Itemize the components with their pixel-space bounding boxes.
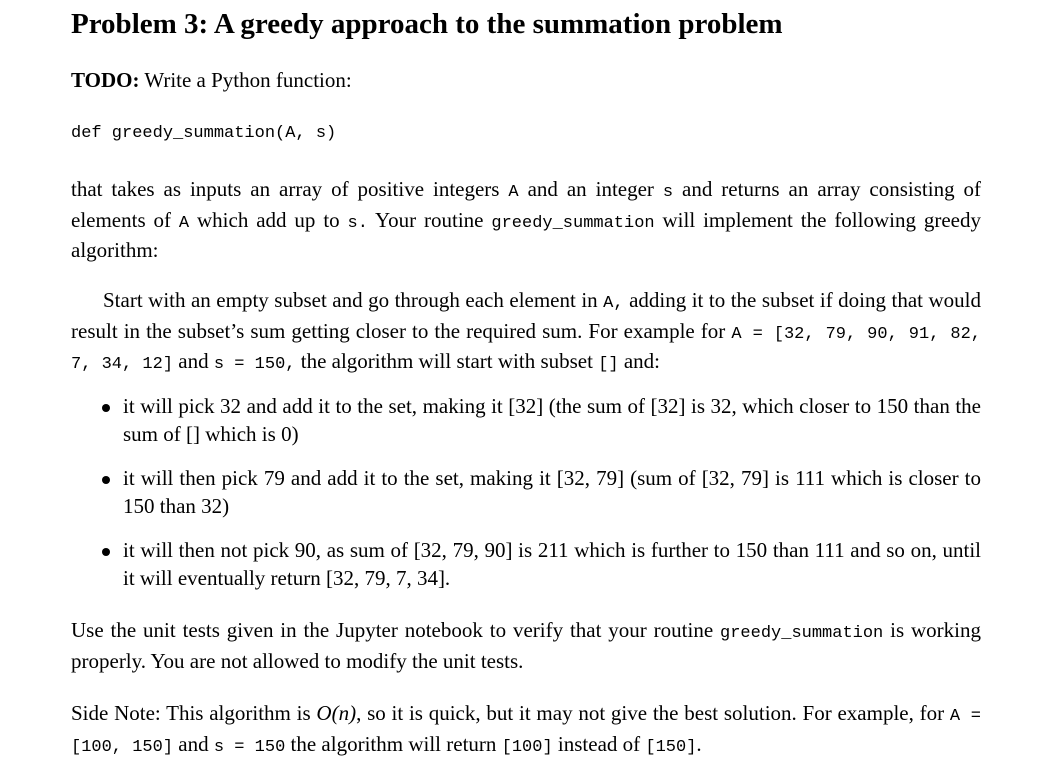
unit-tests-text: Use the unit tests given in the Jupyter notebook to verify that your routine [71, 618, 721, 642]
unit-tests-paragraph [71, 617, 981, 675]
code-example-s: s = 150, [213, 355, 296, 374]
steps-list [71, 392, 981, 592]
algorithm-text: and: [618, 349, 661, 373]
description-text: will implement the following greedy algorithm: [71, 207, 982, 262]
side-note-text: the algorithm will return [285, 731, 502, 756]
code-example-s: s = 150 [213, 737, 286, 757]
code-empty-subset: [] [598, 355, 619, 374]
list-item [71, 464, 981, 520]
code-A: A, [603, 294, 624, 313]
bullet-icon [102, 404, 110, 412]
code-return-value: [100] [501, 737, 553, 757]
code-A: A [508, 183, 519, 202]
description-paragraph [71, 176, 981, 265]
side-note-text: and [173, 731, 214, 756]
description-text: Your routine [367, 207, 492, 232]
todo-label: TODO: [71, 68, 140, 92]
algorithm-text: the algorithm will start with subset [295, 349, 599, 373]
list-item [71, 536, 981, 592]
code-s: s. [347, 213, 368, 233]
algorithm-text: adding it to the subset if doing that would result in the subset’s sum getting closer to the required sum. For example for [71, 288, 982, 343]
algorithm-paragraph [71, 287, 981, 379]
step-text: it will then not pick 90, as sum of [32, 79, 90] is 211 which is further to 150 than 111 and so on, until it will eventually return [32, 79, 7, 34]. [123, 538, 981, 590]
side-note-paragraph [71, 700, 981, 761]
todo-text: Write a Python function: [139, 68, 352, 92]
algorithm-text: and [173, 349, 214, 373]
function-signature: def greedy_summation(A, s) [71, 124, 337, 143]
problem-heading: Problem 3: A greedy approach to the summation problem [71, 8, 783, 40]
code-alternative-value: [150] [645, 737, 697, 757]
code-example-A: A = [32, 79, 90, 91, 82, 7, 34, 12] [71, 324, 982, 374]
description-text: which add up to [189, 207, 348, 232]
description-text: that takes as inputs an array of positive integers [71, 177, 509, 201]
list-item [71, 392, 981, 448]
code-function-name: greedy_summation [720, 624, 884, 643]
code-function-name: greedy_summation [491, 213, 655, 233]
side-note-text: Side Note: This algorithm is [71, 701, 317, 725]
side-note-text: instead of [552, 731, 646, 756]
side-note-text: . [696, 731, 702, 756]
unit-tests-text: is working properly. You are not allowed to modify the unit tests. [71, 618, 981, 673]
complexity-math: O(n) [316, 701, 357, 725]
bullet-icon [102, 476, 110, 484]
todo-line [71, 66, 352, 94]
bullet-icon [102, 548, 110, 556]
code-A: A [178, 213, 190, 233]
side-note-text: , so it is quick, but it may not give the best solution. For example, for [356, 701, 950, 725]
algorithm-text: Start with an empty subset and go through each element in [103, 288, 604, 312]
code-s: s [662, 183, 674, 202]
step-text: it will pick 32 and add it to the set, making it [32] (the sum of [32] is 32, which closer to 150 than the sum of [] which is 0) [123, 394, 981, 446]
step-text: it will then pick 79 and add it to the set, making it [32, 79] (sum of [32, 79] is 111 which is closer to 150 than 32) [123, 466, 981, 518]
description-text: and an integer [518, 177, 663, 201]
code-example-A: A = [100, 150] [71, 707, 981, 757]
description-text: and returns an array consisting of elements of [71, 177, 982, 232]
